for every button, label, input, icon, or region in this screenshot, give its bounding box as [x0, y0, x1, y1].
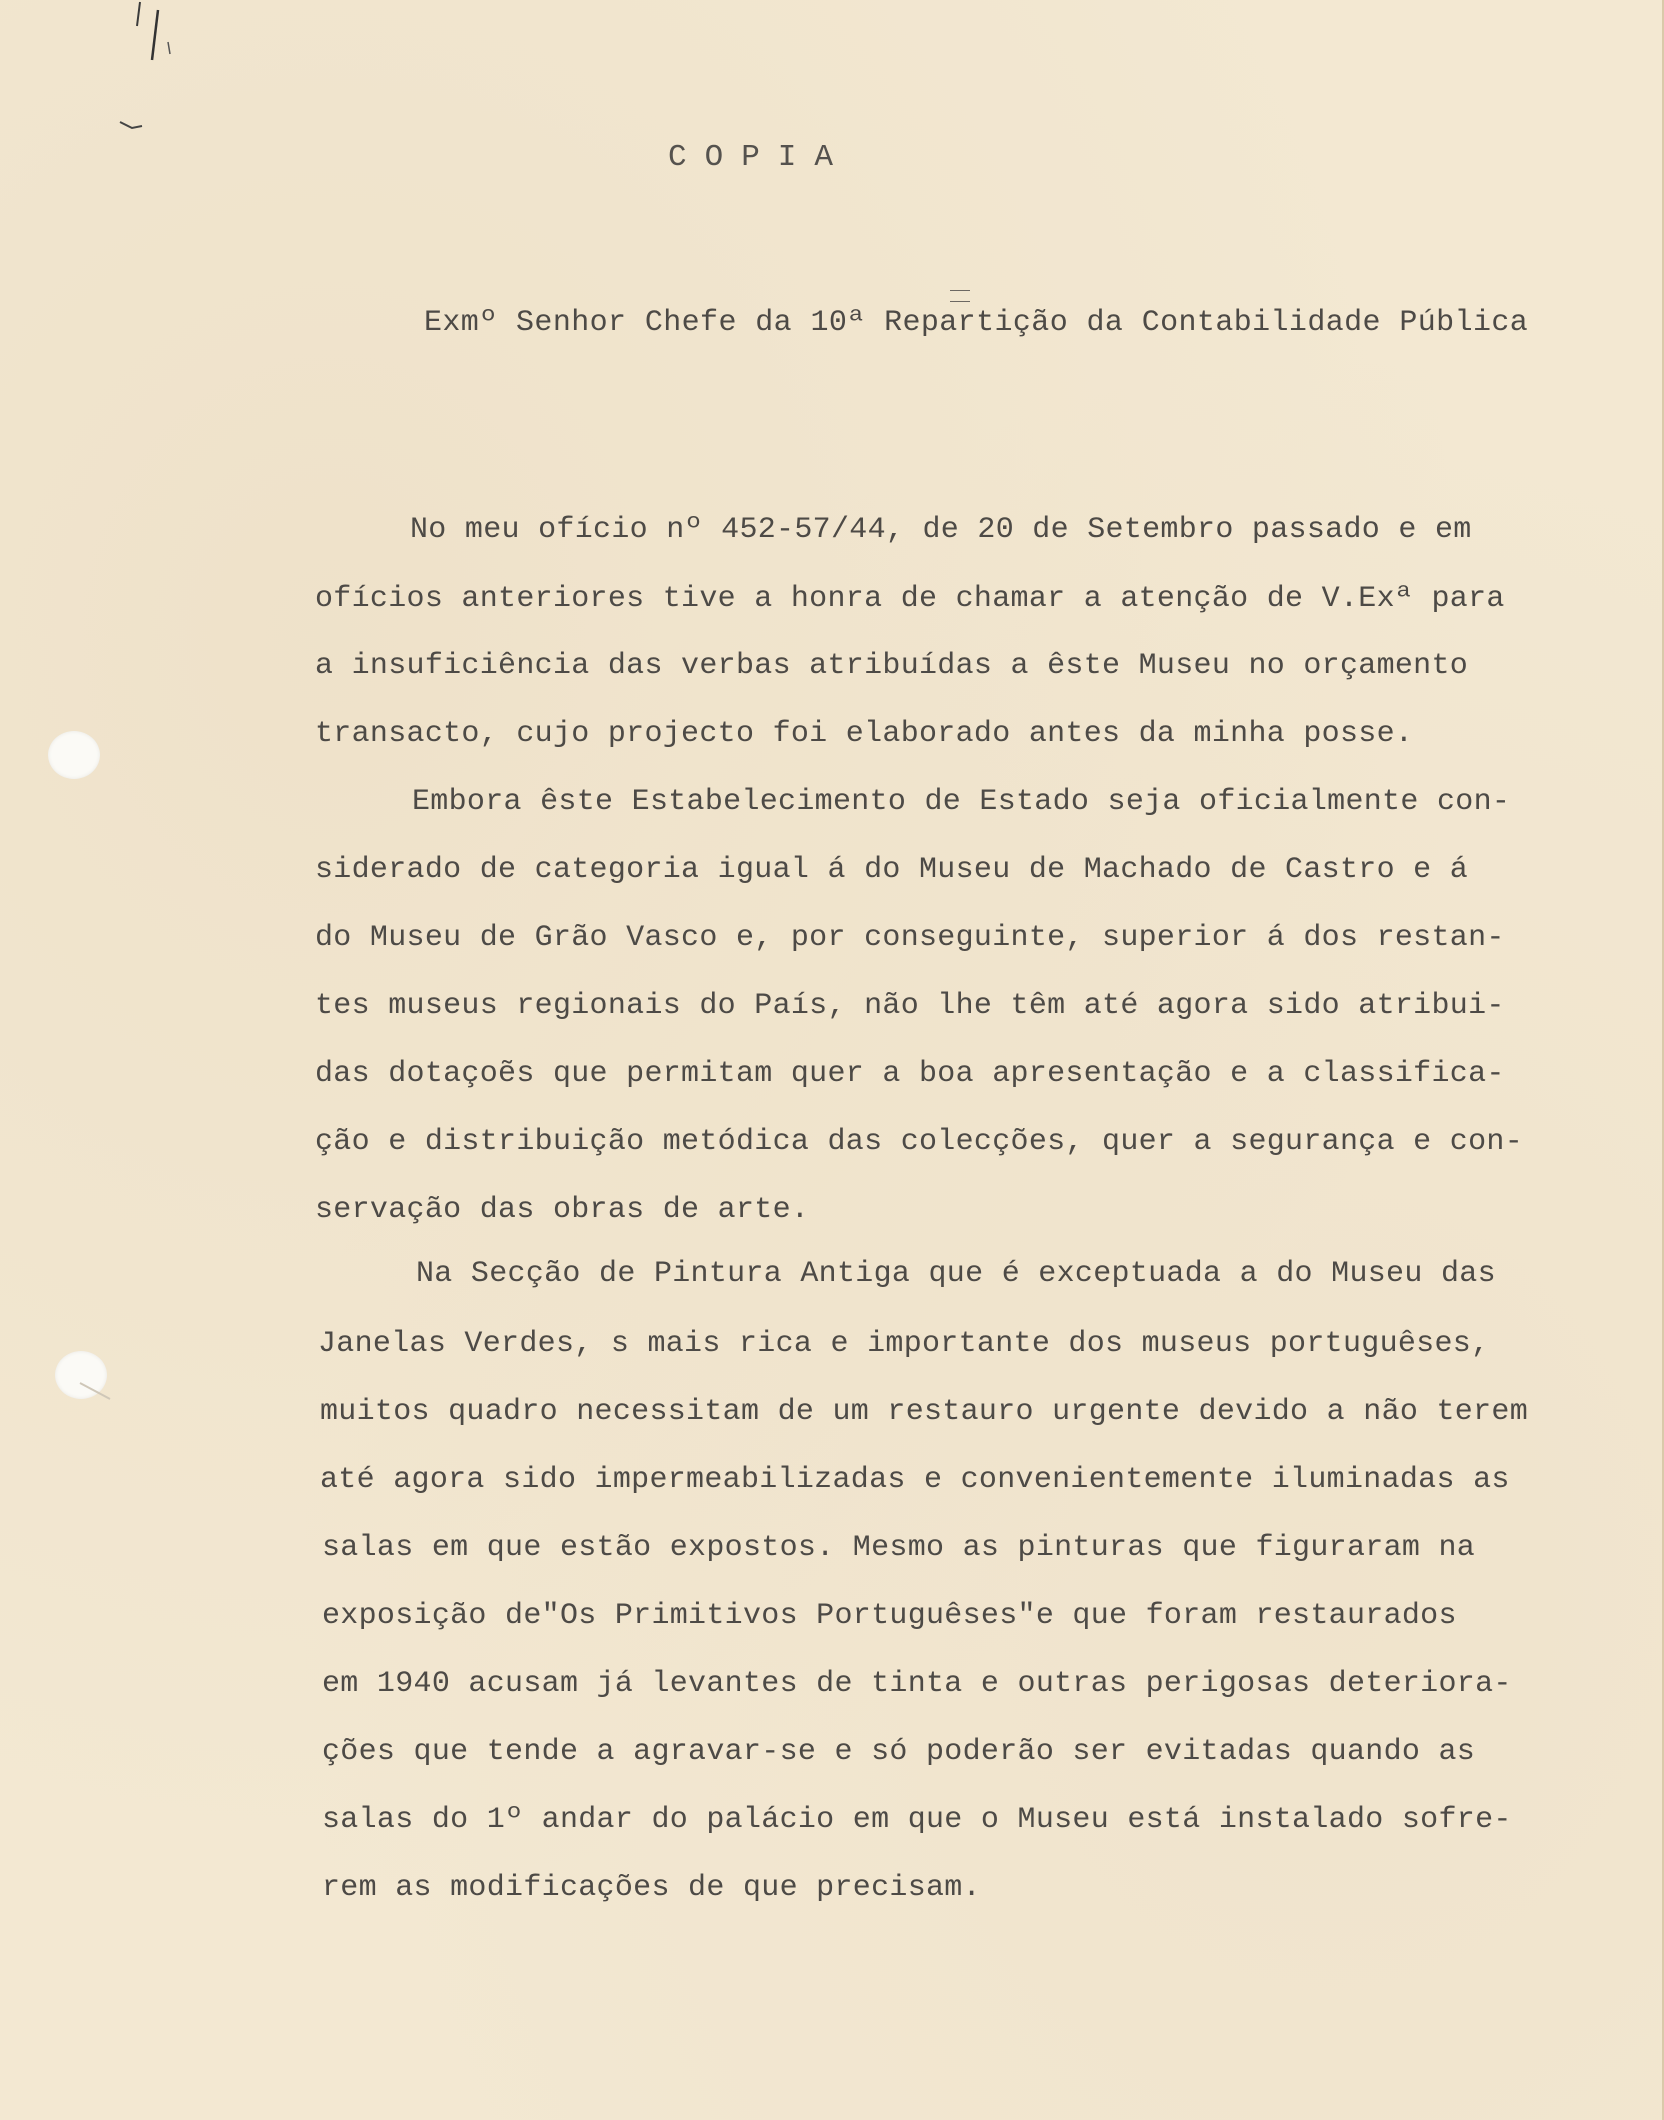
paragraph-3-line: ções que tende a agravar-se e só poderão ser evitadas quando as — [322, 1735, 1476, 1769]
paragraph-2-line: Embora êste Estabelecimento de Estado seja oficialmente con- — [412, 785, 1511, 819]
paragraph-2-line: ção e distribuição metódica das colecções, quer a segurança e con- — [315, 1125, 1523, 1159]
paragraph-3-line: rem as modificações de que precisam. — [322, 1871, 981, 1905]
paragraph-2-line: tes museus regionais do País, não lhe têm até agora sido atribui- — [315, 989, 1505, 1023]
paragraph-3-line: Janelas Verdes, s mais rica e importante dos museus portuguêses, — [318, 1327, 1490, 1361]
paragraph-1-line: transacto, cujo projecto foi elaborado antes da minha posse. — [315, 717, 1414, 751]
paragraph-1-line: No meu ofício nº 452-57/44, de 20 de Setembro passado e em — [410, 513, 1472, 547]
paragraph-3-line: salas do 1º andar do palácio em que o Museu está instalado sofre- — [322, 1803, 1512, 1837]
paragraph-2-line: siderado de categoria igual á do Museu de Machado de Castro e á — [315, 853, 1469, 887]
salutation: Exmº Senhor Chefe da 10ª Repartição da Contabilidade Pública — [424, 306, 1529, 340]
paragraph-3-line: muitos quadro necessitam de um restauro urgente devido a não terem — [320, 1395, 1528, 1429]
paragraph-2-line: das dotaçoẽs que permitam quer a boa apresentação e a classifica- — [315, 1057, 1505, 1091]
paragraph-2-line: servação das obras de arte. — [315, 1193, 810, 1227]
document-title: COPIA — [668, 140, 852, 175]
paragraph-2-line: do Museu de Grão Vasco e, por conseguinte, superior á dos restan- — [315, 921, 1505, 955]
paragraph-1-line: ofícios anteriores tive a honra de chamar a atenção de V.Exª para — [315, 582, 1505, 616]
paragraph-3-line: até agora sido impermeabilizadas e convenientemente iluminadas as — [320, 1463, 1510, 1497]
paragraph-1-line: a insuficiência das verbas atribuídas a êste Museu no orçamento — [315, 649, 1469, 683]
paragraph-3-line: salas em que estão expostos. Mesmo as pinturas que figuraram na — [322, 1531, 1476, 1565]
paragraph-3-line: Na Secção de Pintura Antiga que é exceptuada a do Museu das — [416, 1257, 1496, 1291]
paragraph-3-line: em 1940 acusam já levantes de tinta e outras perigosas deteriora- — [322, 1667, 1512, 1701]
paragraph-3-line: exposição de"Os Primitivos Portuguêses"e que foram restaurados — [322, 1599, 1457, 1633]
